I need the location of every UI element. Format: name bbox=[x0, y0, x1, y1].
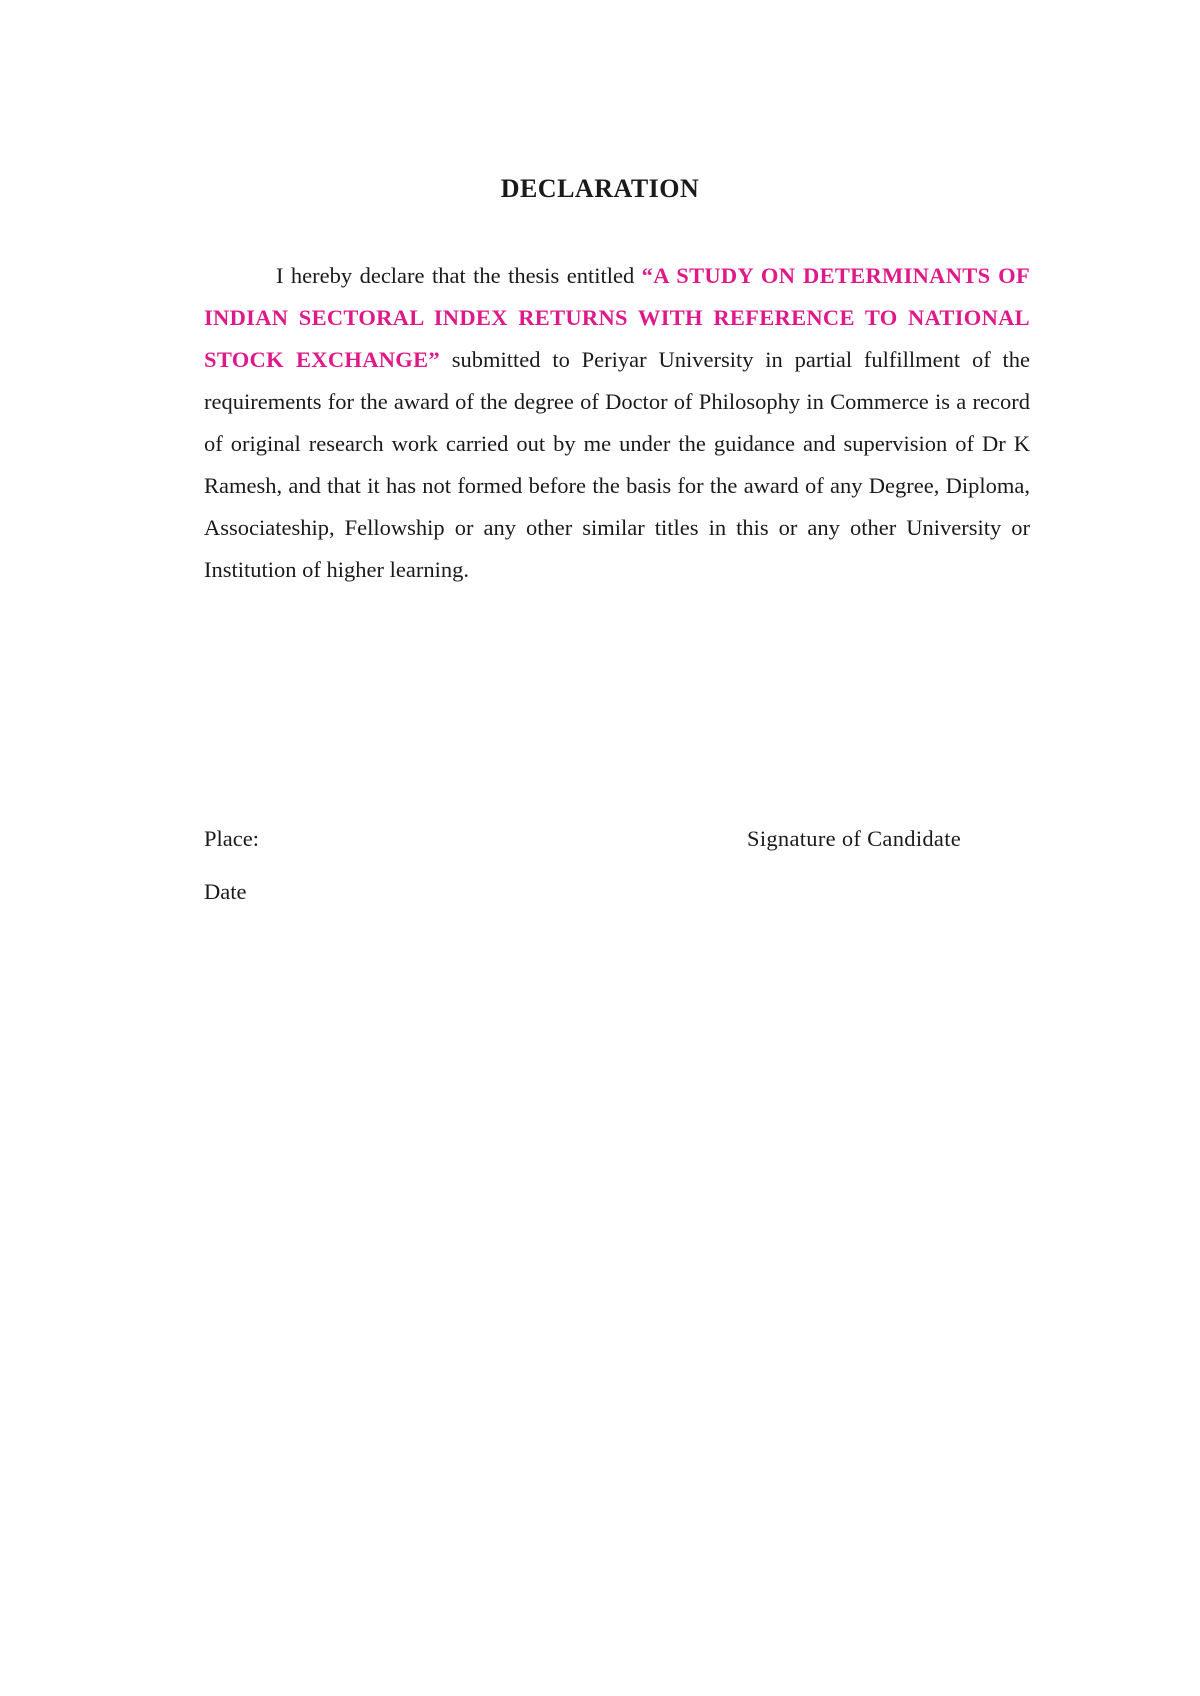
thesis-title: “A STUDY ON DETERMINANTS OF INDIAN SECTORAL INDEX RETURNS WITH REFERENCE TO NATIONAL STOCK EXCHANGE” bbox=[204, 263, 1030, 372]
paragraph-intro: I hereby declare that the thesis entitled bbox=[276, 263, 642, 288]
declaration-paragraph bbox=[204, 255, 1030, 591]
page-title: DECLARATION bbox=[500, 174, 700, 203]
date-label: Date bbox=[204, 879, 247, 904]
place-label: Place: bbox=[204, 826, 259, 851]
paragraph-body: submitted to Periyar University in partial fulfillment of the requirements for the award of the degree of Doctor of Philosophy in Commerce is a record of original research work carried out by me under the guidance and supervision of Dr K Ramesh, and that it has not formed before the basis for the award of any Degree, Diploma, Associateship, Fellowship or any other similar titles in this or any other University or Institution of higher learning. bbox=[204, 347, 1030, 582]
signature-label: Signature of Candidate bbox=[747, 826, 962, 851]
